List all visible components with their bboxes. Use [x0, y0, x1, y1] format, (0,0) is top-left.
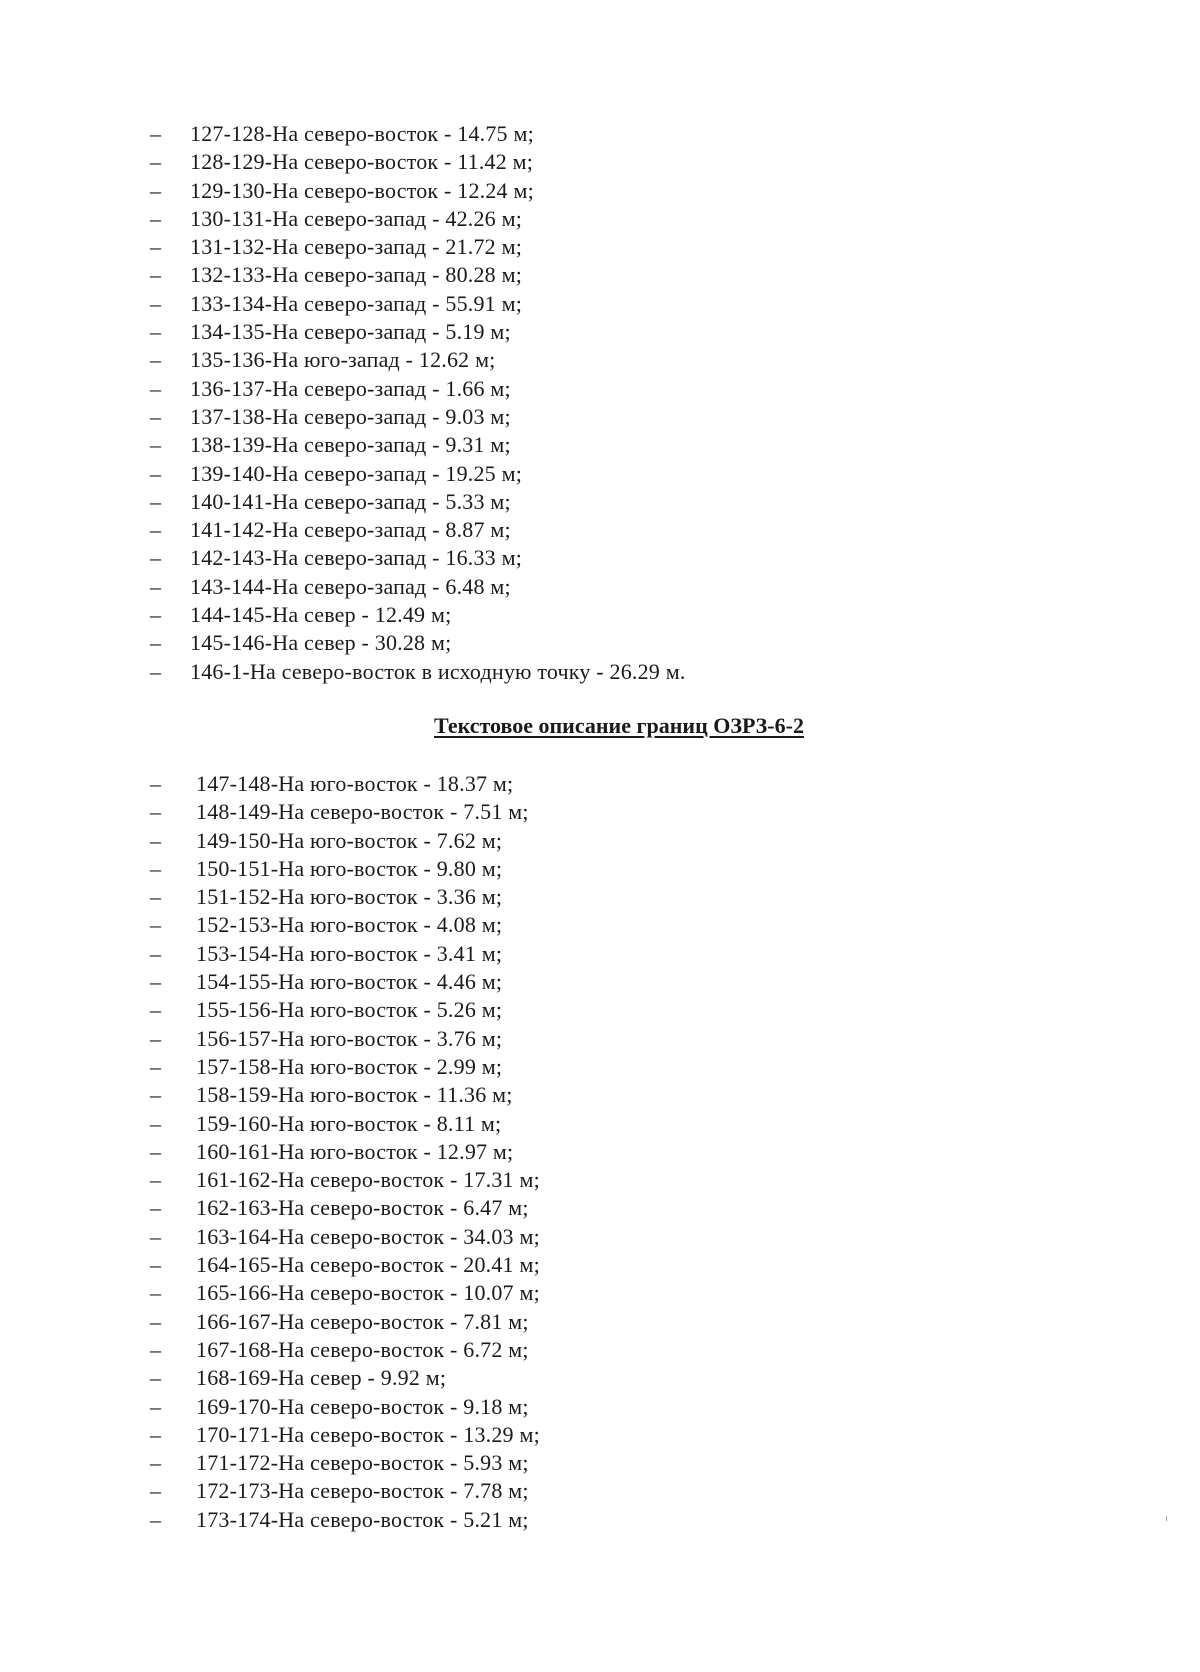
dash-bullet: –	[150, 1393, 161, 1419]
list-item-text: 139-140-На северо-запад - 19.25 м;	[190, 460, 523, 486]
list-item-text: 133-134-На северо-запад - 55.91 м;	[190, 290, 523, 316]
dash-bullet: –	[150, 545, 161, 571]
list-item-text: 131-132-На северо-запад - 21.72 м;	[190, 234, 523, 260]
dash-bullet: –	[150, 912, 161, 938]
list-item-text: 134-135-На северо-запад - 5.19 м;	[190, 319, 511, 345]
list-item-text: 166-167-На северо-восток - 7.81 м;	[196, 1308, 529, 1334]
list-item-text: 168-169-На север - 9.92 м;	[196, 1365, 447, 1391]
section-heading: Текстовое описание границ ОЗРЗ-6-2	[434, 713, 804, 738]
dash-bullet: –	[150, 460, 161, 486]
dash-bullet: –	[150, 1308, 161, 1334]
dash-bullet: –	[150, 234, 161, 260]
list-item-text: 158-159-На юго-восток - 11.36 м;	[196, 1082, 513, 1108]
dash-bullet: –	[150, 1336, 161, 1362]
dash-bullet: –	[150, 1025, 161, 1051]
dash-bullet: –	[150, 997, 161, 1023]
list-item-text: 140-141-На северо-запад - 5.33 м;	[190, 488, 511, 514]
list-item-text: 132-133-На северо-запад - 80.28 м;	[190, 262, 523, 288]
dash-bullet: –	[150, 940, 161, 966]
dash-bullet: –	[150, 1223, 161, 1249]
list-item-text: 145-146-На север - 30.28 м;	[190, 630, 452, 656]
list-item-text: 150-151-На юго-восток - 9.80 м;	[196, 855, 503, 881]
dash-bullet: –	[150, 1421, 161, 1447]
dash-bullet: –	[150, 1053, 161, 1079]
list-item-text: 136-137-На северо-запад - 1.66 м;	[190, 375, 511, 401]
list-item-text: 138-139-На северо-запад - 9.31 м;	[190, 432, 511, 458]
dash-bullet: –	[150, 771, 161, 796]
dash-bullet: –	[150, 149, 161, 175]
dash-bullet: –	[150, 290, 161, 316]
list-item-text: 153-154-На юго-восток - 3.41 м;	[196, 940, 503, 966]
dash-bullet: –	[150, 403, 161, 429]
list-item-text: 130-131-На северо-запад - 42.26 м;	[190, 205, 523, 231]
dash-bullet: –	[150, 121, 161, 146]
dash-bullet: –	[150, 1478, 161, 1504]
dash-bullet: –	[150, 375, 161, 401]
dash-bullet: –	[150, 177, 161, 203]
list-item-text: 160-161-На юго-восток - 12.97 м;	[196, 1138, 514, 1164]
list-item-text: 127-128-На северо-восток - 14.75 м;	[190, 121, 534, 146]
dash-bullet: –	[150, 969, 161, 995]
dash-bullet: –	[150, 347, 161, 373]
dash-bullet: –	[150, 630, 161, 656]
list-item-text: 156-157-На юго-восток - 3.76 м;	[196, 1025, 503, 1051]
dash-bullet: –	[150, 517, 161, 543]
dash-bullet: –	[150, 573, 161, 599]
dash-bullet: –	[150, 488, 161, 514]
list-item-text: 149-150-На юго-восток - 7.62 м;	[196, 827, 503, 853]
scan-speck	[1166, 1516, 1167, 1521]
dash-bullet: –	[150, 1082, 161, 1108]
dash-bullet: –	[150, 432, 161, 458]
list-item-text: 159-160-На юго-восток - 8.11 м;	[196, 1110, 502, 1136]
list-item-text: 146-1-На северо-восток в исходную точку - 26.29 м.	[190, 658, 686, 684]
list-item-text: 152-153-На юго-восток - 4.08 м;	[196, 912, 503, 938]
dash-bullet: –	[150, 1365, 161, 1391]
list-item-text: 165-166-На северо-восток - 10.07 м;	[196, 1280, 540, 1306]
dash-bullet: –	[150, 1138, 161, 1164]
list-item-text: 162-163-На северо-восток - 6.47 м;	[196, 1195, 529, 1221]
list-item-text: 151-152-На юго-восток - 3.36 м;	[196, 884, 503, 910]
list-item-text: 161-162-На северо-восток - 17.31 м;	[196, 1167, 540, 1193]
list-item-text: 163-164-На северо-восток - 34.03 м;	[196, 1223, 540, 1249]
list-item-text: 148-149-На северо-восток - 7.51 м;	[196, 799, 529, 825]
dash-bullet: –	[150, 1110, 161, 1136]
list-item-text: 170-171-На северо-восток - 13.29 м;	[196, 1421, 540, 1447]
dash-bullet: –	[150, 262, 161, 288]
dash-bullet: –	[150, 658, 161, 684]
list-item-text: 171-172-На северо-восток - 5.93 м;	[196, 1450, 529, 1476]
dash-bullet: –	[150, 1252, 161, 1278]
list-item-text: 141-142-На северо-запад - 8.87 м;	[190, 517, 511, 543]
dash-bullet: –	[150, 602, 161, 628]
dash-bullet: –	[150, 1167, 161, 1193]
dash-bullet: –	[150, 205, 161, 231]
dash-bullet: –	[150, 799, 161, 825]
list-item-text: 142-143-На северо-запад - 16.33 м;	[190, 545, 523, 571]
dash-bullet: –	[150, 827, 161, 853]
list-item-text: 164-165-На северо-восток - 20.41 м;	[196, 1252, 540, 1278]
dash-bullet: –	[150, 1506, 161, 1532]
list-item-text: 173-174-На северо-восток - 5.21 м;	[196, 1506, 529, 1532]
list-item-text: 157-158-На юго-восток - 2.99 м;	[196, 1053, 503, 1079]
dash-bullet: –	[150, 319, 161, 345]
list-item-text: 144-145-На север - 12.49 м;	[190, 602, 452, 628]
list-item-text: 155-156-На юго-восток - 5.26 м;	[196, 997, 503, 1023]
list-item-text: 169-170-На северо-восток - 9.18 м;	[196, 1393, 529, 1419]
list-item-text: 172-173-На северо-восток - 7.78 м;	[196, 1478, 529, 1504]
dash-bullet: –	[150, 1195, 161, 1221]
list-item-text: 128-129-На северо-восток - 11.42 м;	[190, 149, 534, 175]
list-item-text: 154-155-На юго-восток - 4.46 м;	[196, 969, 503, 995]
dash-bullet: –	[150, 1280, 161, 1306]
list-item-text: 129-130-На северо-восток - 12.24 м;	[190, 177, 534, 203]
dash-bullet: –	[150, 855, 161, 881]
dash-bullet: –	[150, 884, 161, 910]
list-item-text: 135-136-На юго-запад - 12.62 м;	[190, 347, 496, 373]
list-item-text: 143-144-На северо-запад - 6.48 м;	[190, 573, 511, 599]
list-item-text: 137-138-На северо-запад - 9.03 м;	[190, 403, 511, 429]
dash-bullet: –	[150, 1450, 161, 1476]
list-item-text: 147-148-На юго-восток - 18.37 м;	[196, 771, 514, 796]
list-item-text: 167-168-На северо-восток - 6.72 м;	[196, 1336, 529, 1362]
